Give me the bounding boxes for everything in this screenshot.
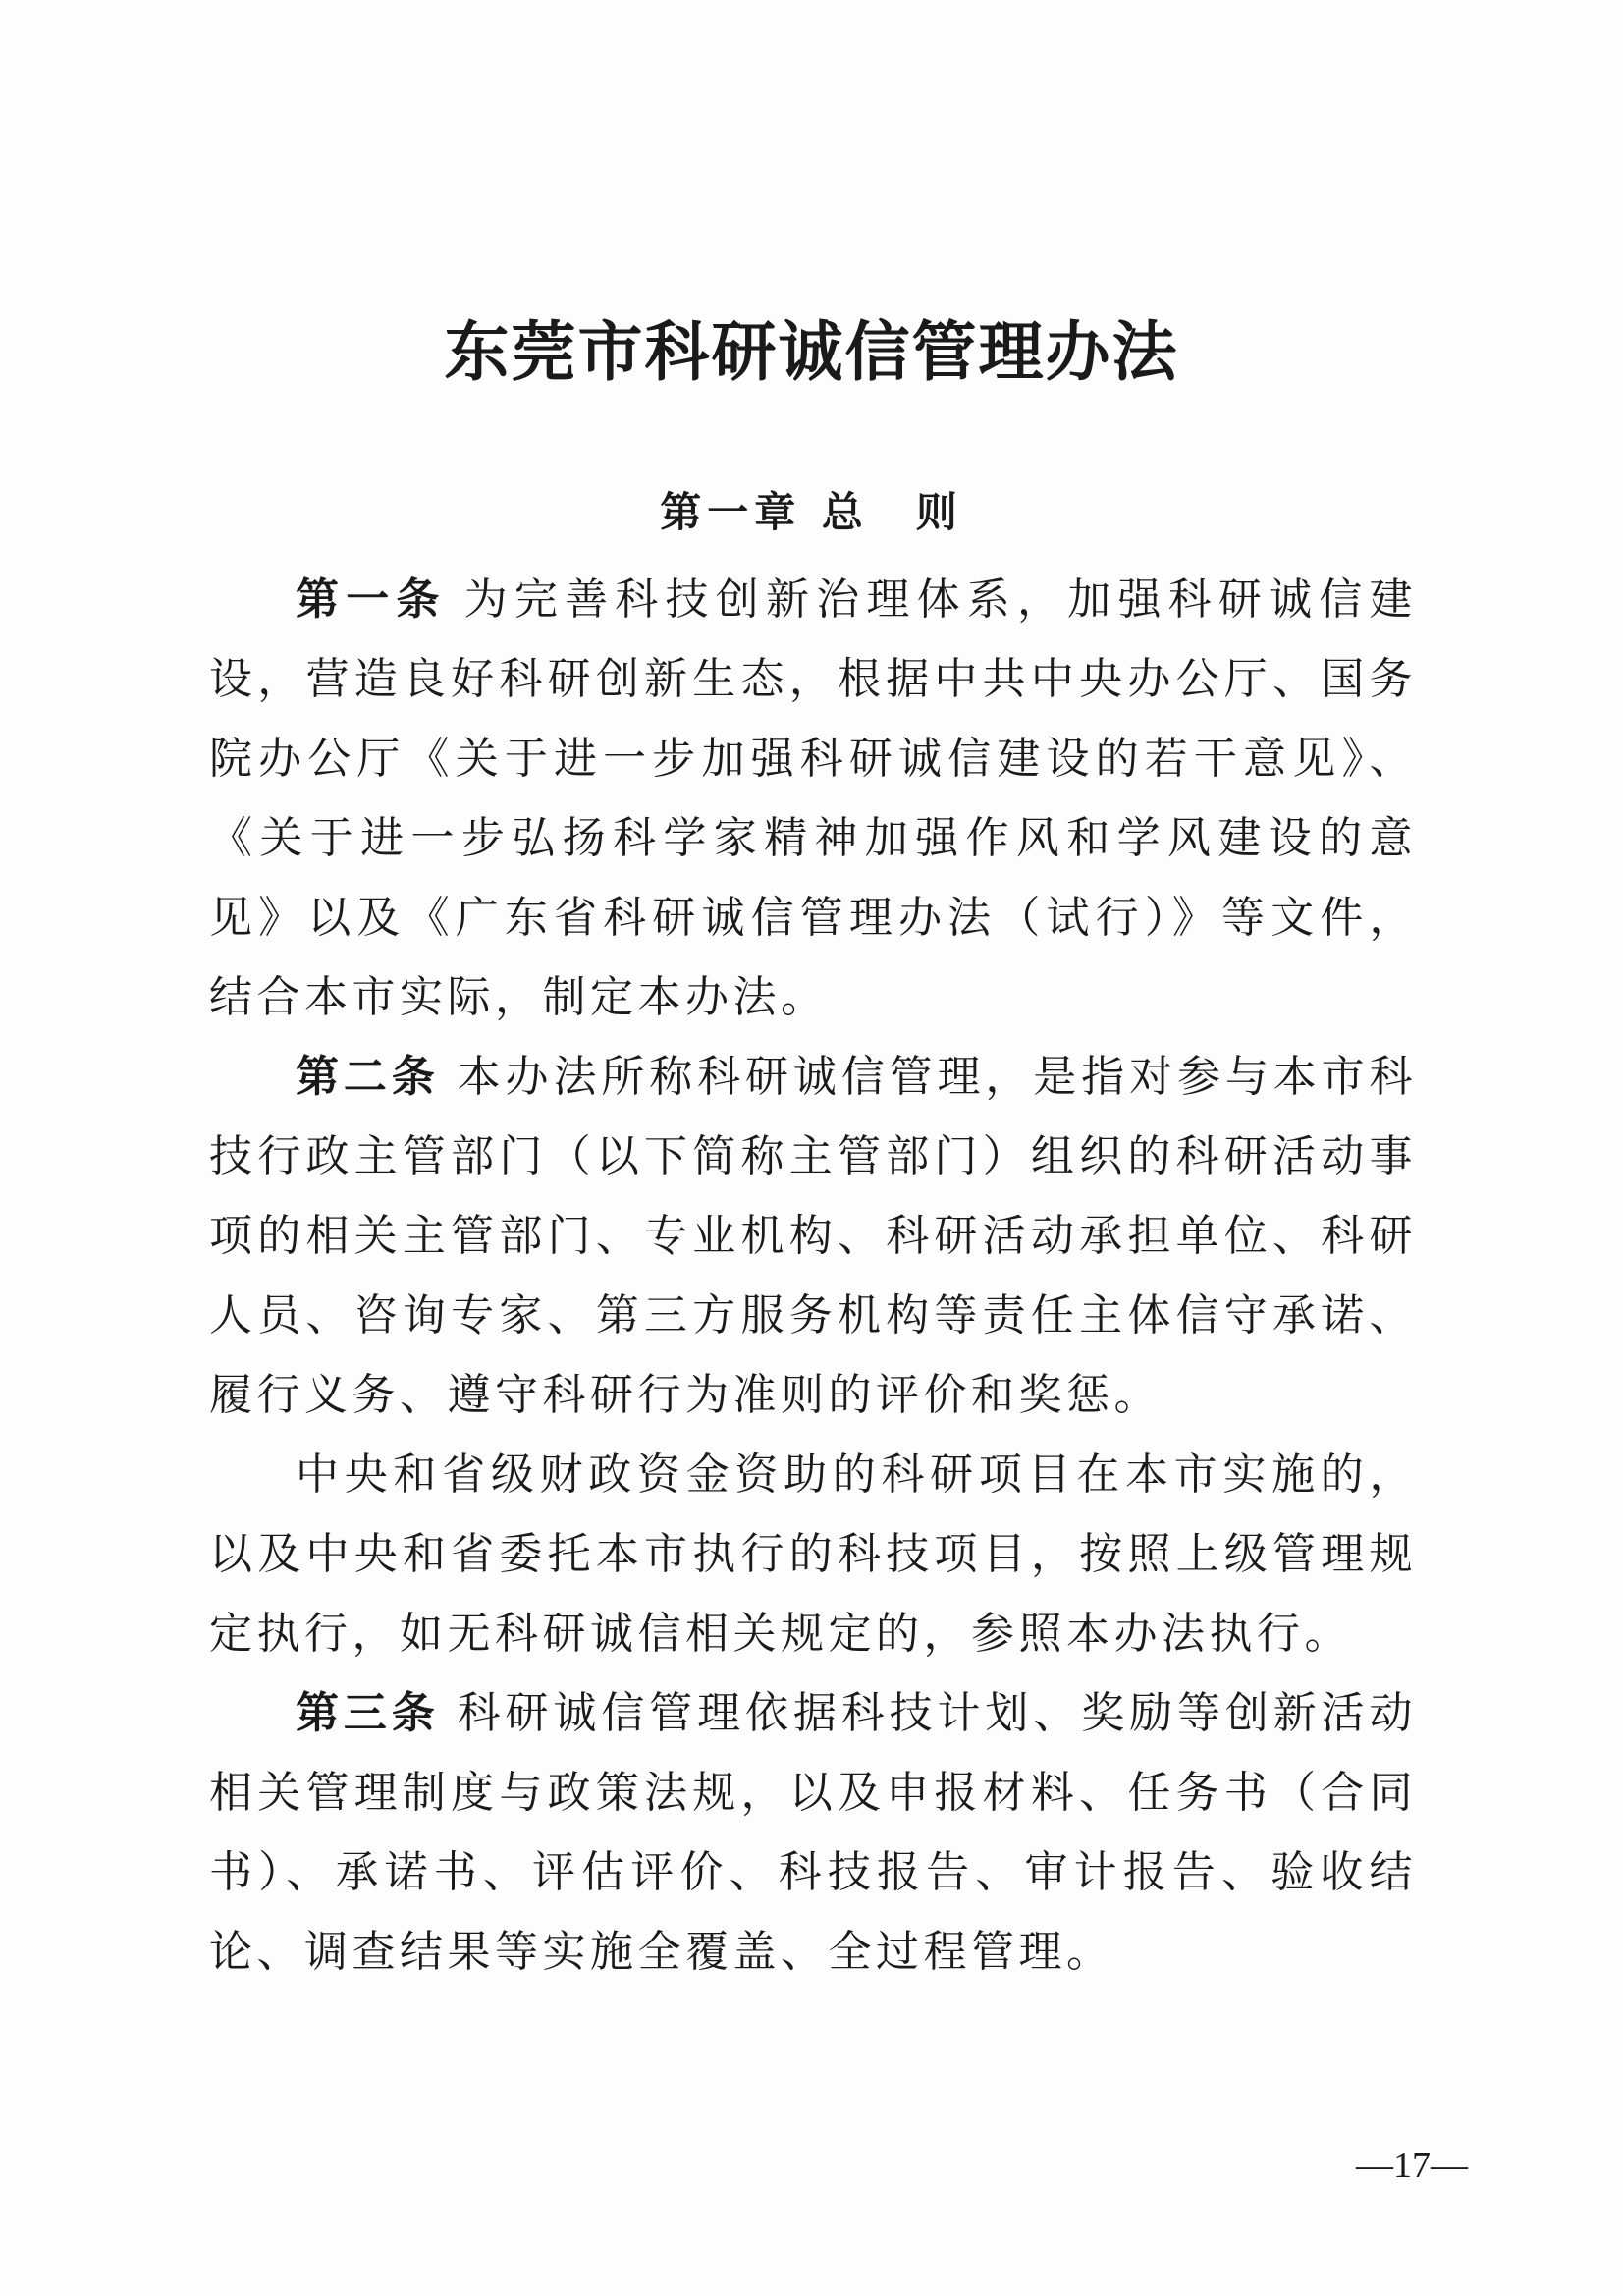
- article-2-supplement-text: 中央和省级财政资金资助的科研项目在本市实施的，以及中央和省委托本市执行的科技项目，按照上级管理规定执行，如无科研诚信相关规定的，参照本办法执行。: [209, 1449, 1417, 1659]
- article-1-label: 第一条: [296, 574, 447, 625]
- article-2-text: 本办法所称科研诚信管理，是指对参与本市科技行政主管部门（以下简称主管部门）组织的科研活动事项的相关主管部门、专业机构、科研活动承担单位、科研人员、咨询专家、第三方服务机构等责任主体信守承诺、履行义务、遵守科研行为准则的评价和奖惩。: [209, 1052, 1418, 1420]
- document-title: 东莞市科研诚信管理办法: [444, 313, 1179, 390]
- page-number: —17—: [1356, 2145, 1468, 2186]
- article-2-label: 第二条: [296, 1052, 440, 1102]
- article-2-paragraph: [209, 1037, 1417, 1435]
- chapter-title: 第一章 总 则: [660, 488, 963, 536]
- document-body: [209, 560, 1417, 1992]
- article-1-paragraph: [209, 560, 1417, 1037]
- article-3-paragraph: [209, 1673, 1417, 1992]
- article-3-text: 科研诚信管理依据科技计划、奖励等创新活动相关管理制度与政策法规，以及申报材料、任务书（合同书）、承诺书、评估评价、科技报告、审计报告、验收结论、调查结果等实施全覆盖、全过程管理。: [209, 1688, 1418, 1977]
- article-3-label: 第三条: [296, 1688, 440, 1738]
- article-2-supplement-paragraph: [209, 1435, 1417, 1673]
- article-1-text: 为完善科技创新治理体系，加强科研诚信建设，营造良好科研创新生态，根据中共中央办公厅、国务院办公厅《关于进一步加强科研诚信建设的若干意见》、《关于进一步弘扬科学家精神加强作风和学风建设的意见》以及《广东省科研诚信管理办法（试行）》等文件，结合本市实际，制定本办法。: [209, 574, 1418, 1022]
